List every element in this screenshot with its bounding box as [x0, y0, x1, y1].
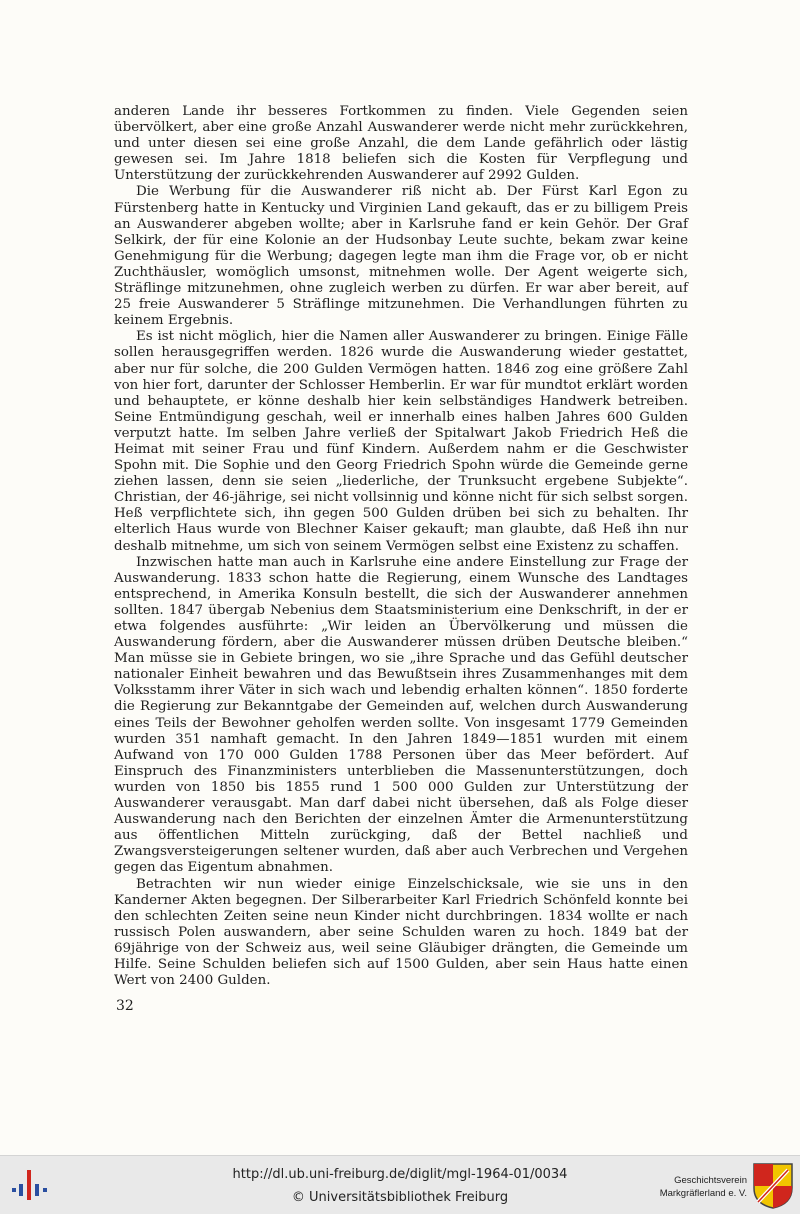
university-library-logo-icon[interactable] — [10, 1166, 52, 1204]
copyright-text: © Universitätsbibliothek Freiburg — [291, 1190, 509, 1205]
paragraph-3: Es ist nicht möglich, hier die Namen aller Auswanderer zu bringen. Einige Fälle sollen herausgegriffen werden. 1826 wurde die Auswanderung wieder gestattet, aber nur für solche, die 200 Gulden Vermögen hatten. 1846 zog eine größere Zahl von hier fort, darunter der Schlosser Hemberlin. Er war für mundtot erklärt worden und behauptete, er könne deshalb hier kein selbständiges Handwerk betreiben. Seine Entmündigung geschah, weil er innerhalb eines halben Jahres 600 Gulden verputzt hatte. Im selben Jahre verließ der Spitalwart Jakob Friedrich Heß die Heimat mit seiner Frau und fünf Kindern. Außerdem nahm er die Geschwister Spohn mit. Die Sophie und den Georg Friedrich Spohn würde die Gemeinde gerne ziehen lassen, denn sie seien „liederliche, der Trunksucht ergebene Subjekte“. Christian, der 46-jährige, sei nicht vollsinnig und könne nicht für sich selbst sorgen. Heß verpflichtete sich, ihn gegen 500 Gulden drüben bei sich zu behalten. Ihr elterlich Haus wurde von Blechner Kaiser gekauft; man glaubte, daß Heß ihn nur deshalb mitnehme, um sich von seinem Vermögen selbst eine Existenz zu schaffen. — [114, 329, 688, 554]
paragraph-1: anderen Lande ihr besseres Fortkommen zu finden. Viele Gegenden seien übervölkert, aber eine große Anzahl Auswanderer werde nicht mehr zurückkehren, und unter diesen sei eine große Anzahl, die dem Lande gefährlich oder lästig gewesen sei. Im Jahre 1818 beliefen sich die Kosten für Verpflegung und Unterstützung der zurückkehrenden Auswanderer auf 2992 Gulden. — [114, 104, 688, 184]
society-name-line1: Geschichtsverein — [674, 1175, 747, 1186]
paragraph-5: Betrachten wir nun wieder einige Einzelschicksale, wie sie uns in den Kanderner Akten begegnen. Der Silberarbeiter Karl Friedrich Schönfeld konnte bei den schlechten Zeiten seine neun Kinder nicht durchbringen. 1834 wollte er nach russisch Polen auswandern, aber seine Schulden waren zu hoch. 1849 bat der 69jährige von der Schweiz aus, weil seine Gläubiger drängten, die Gemeinde um Hilfe. Seine Schulden beliefen sich auf 1500 Gulden, aber sein Haus hatte einen Wert von 2400 Gulden. — [114, 876, 688, 989]
permalink-link[interactable]: http://dl.ub.uni-freiburg.de/diglit/mgl-1964-01/0034 — [232, 1167, 568, 1182]
society-name — [627, 1174, 747, 1200]
body-text — [114, 104, 688, 989]
society-name-line2: Markgräflerland e. V. — [659, 1188, 747, 1199]
paragraph-4: Inzwischen hatte man auch in Karlsruhe eine andere Einstellung zur Frage der Auswanderung. 1833 schon hatte die Regierung, einem Wunsche des Landtages entsprechend, in Amerika Konsuln bestellt, die sich der Auswanderer annehmen sollten. 1847 übergab Nebenius dem Staatsministerium eine Denkschrift, in der er etwa folgendes ausführte: „Wir leiden an Übervölkerung und müssen die Auswanderung fördern, aber die Auswanderer müssen drüben Deutsche bleiben.“ Man müsse sie in Gebiete bringen, wo sie „ihre Sprache und das Gefühl deutscher nationaler Einheit bewahren und das Bewußtsein ihres Zusammenhanges mit dem Volksstamm ihrer Väter in sich wach und lebendig erhalten können“. 1850 forderte die Regierung zur Bekanntgabe der Gemeinden auf, welchen durch Auswanderung eines Teils der Bewohner geholfen werden sollte. Von insgesamt 1779 Gemeinden wurden 351 namhaft gemacht. In den Jahren 1849—1851 wurden mit einem Aufwand von 170 000 Gulden 1788 Personen über das Meer befördert. Auf Einspruch des Finanzministers unterblieben die Massenunterstützungen, doch wurden von 1850 bis 1855 rund 1 500 000 Gulden zur Unterstützung der Auswanderer verausgabt. Man darf dabei nicht übersehen, daß als Folge dieser Auswanderung nach den Berichten der einzelnen Ämter die Armenunterstützung aus öffentlichen Mitteln zurückging, daß der Bettel nachließ und Zwangsversteigerungen seltener wurden, daß aber auch Verbrechen und Vergehen gegen das Eigentum abnahmen. — [114, 554, 688, 876]
footer-bar — [0, 1155, 800, 1214]
page-number: 32 — [116, 998, 134, 1014]
paragraph-2: Die Werbung für die Auswanderer riß nicht ab. Der Fürst Karl Egon zu Fürstenberg hatte in Kentucky und Virginien Land gekauft, das er zu billigem Preis an Auswanderer abgeben wollte; aber in Karlsruhe fand er kein Gehör. Der Graf Selkirk, der für eine Kolonie an der Hudsonbay Leute suchte, bekam zwar keine Genehmigung für die Werbung; dagegen legte man ihm die Frage vor, ob er nicht Zuchthäusler, womöglich umsonst, mitnehmen wolle. Der Agent weigerte sich, Sträflinge mitzunehmen, ohne zugleich werben zu dürfen. Er war aber bereit, auf 25 freie Auswanderer 5 Sträflinge mitzunehmen. Die Verhandlungen führten zu keinem Ergebnis. — [114, 184, 688, 329]
coat-of-arms-icon[interactable] — [752, 1162, 794, 1210]
